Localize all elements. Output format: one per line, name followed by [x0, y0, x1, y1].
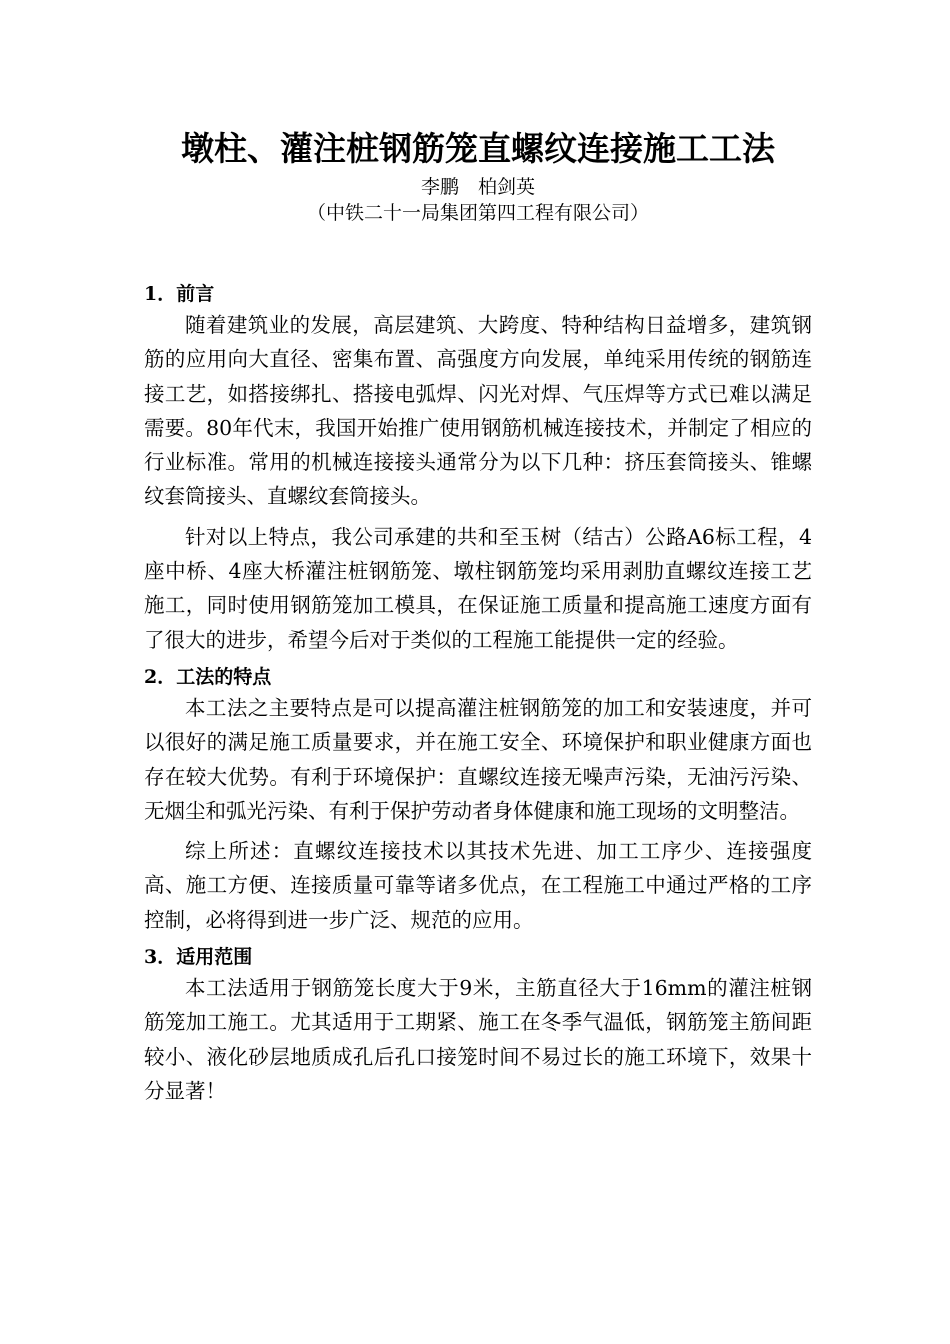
authors: 李鹏 柏剑英 — [420, 176, 535, 198]
section-features — [144, 663, 812, 937]
paragraph: 针对以上特点，我公司承建的共和至玉树（结古）公路A6标工程，4座中桥、4座大桥灌注桩钢筋笼、墩柱钢筋笼均采用剥肋直螺纹连接工艺施工，同时使用钢筋笼加工模具，在保证施工质量和提高施工速度方面有了很大的进步，希望今后对于类似的工程施工能提供一定的经验。 — [144, 524, 812, 652]
paragraph: 随着建筑业的发展，高层建筑、大跨度、特种结构日益增多，建筑钢筋的应用向大直径、密集布置、高强度方向发展，单纯采用传统的钢筋连接工艺，如搭接绑扎、搭接电弧焊、闪光对焊、气压焊等方式已难以满足需要。80年代末，我国开始推广使用钢筋机械连接技术，并制定了相应的行业标准。常用的机械连接接头通常分为以下几种：挤压套筒接头、锥螺纹套筒接头、直螺纹套筒接头。 — [144, 313, 812, 509]
section-heading: 2．工法的特点 — [144, 665, 272, 688]
paragraph: 本工法适用于钢筋笼长度大于9米，主筋直径大于16mm的灌注桩钢筋笼加工施工。尤其适用于工期紧、施工在冬季气温低，钢筋笼主筋间距较小、液化砂层地质成孔后孔口接笼时间不易过长的施工环境下，效果十分显著！ — [144, 976, 812, 1103]
section-heading: 3．适用范围 — [144, 946, 253, 969]
section-preface — [144, 280, 812, 657]
section-heading: 1．前言 — [144, 283, 215, 305]
paragraph: 本工法之主要特点是可以提高灌注桩钢筋笼的加工和安装速度，并可以很好的满足施工质量要求，并在施工安全、环境保护和职业健康方面也存在较大优势。有利于环境保护：直螺纹连接无噪声污染，无油污污染、无烟尘和弧光污染、有利于保护劳动者身体健康和施工现场的文明整洁。 — [144, 695, 812, 823]
document-title: 墩柱、灌注桩钢筋笼直螺纹连接施工工法 — [181, 129, 775, 168]
affiliation: （中铁二十一局集团第四工程有限公司） — [306, 202, 649, 224]
document-page — [144, 124, 812, 1114]
paragraph: 综上所述：直螺纹连接技术以其技术先进、加工工序少、连接强度高、施工方便、连接质量可靠等诸多优点，在工程施工中通过严格的工序控制，必将得到进一步广泛、规范的应用。 — [144, 839, 812, 932]
section-scope — [144, 943, 812, 1108]
title-spacer — [144, 226, 812, 280]
